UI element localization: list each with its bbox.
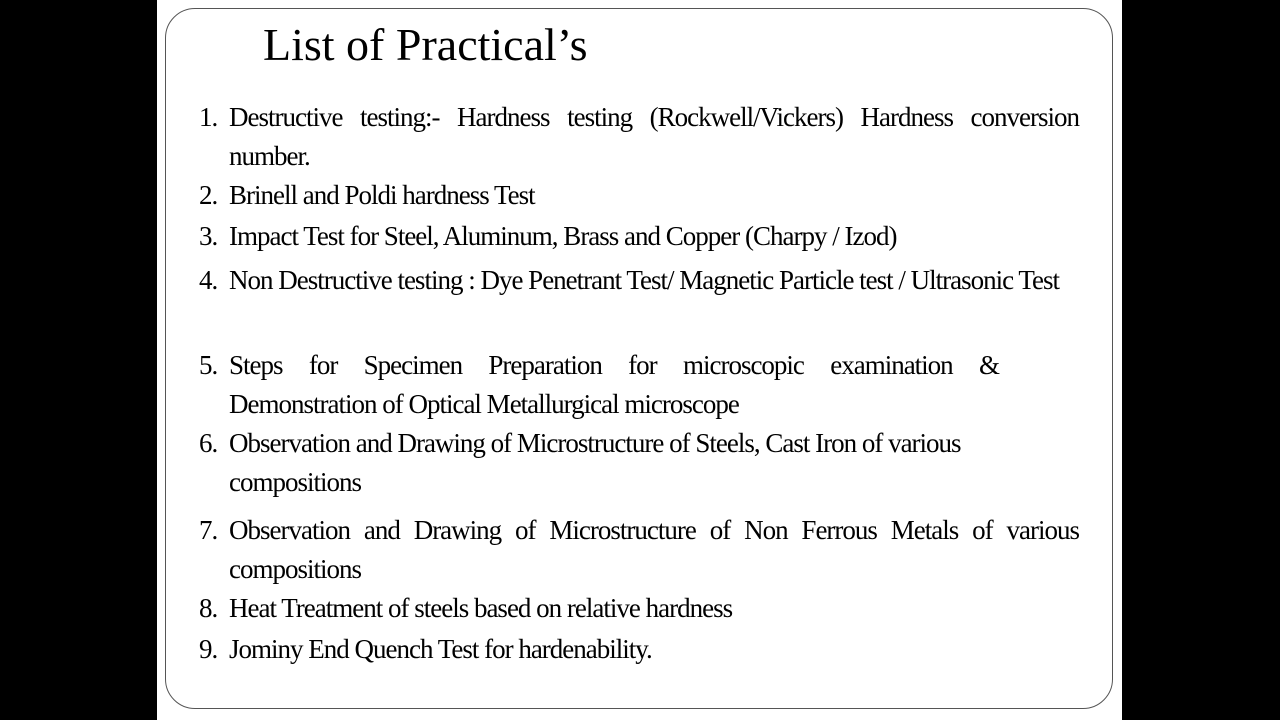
item-text: Steps for Specimen Preparation for microscopic examination & Demonstration of Optical Metallurgical microscope <box>229 350 999 419</box>
item-number: 6. <box>199 428 218 458</box>
item-text: Non Destructive testing : Dye Penetrant Test/ Magnetic Particle test / Ultrasonic Test <box>229 265 1060 295</box>
item-number: 7. <box>199 515 218 545</box>
list-item <box>199 511 1079 589</box>
item-text: Jominy End Quench Test for hardenability. <box>229 634 652 664</box>
list-item <box>199 346 999 424</box>
item-number: 4. <box>199 265 218 295</box>
list-item <box>199 424 999 502</box>
item-number: 3. <box>199 221 218 251</box>
item-number: 1. <box>199 102 218 132</box>
list-item <box>199 589 1079 628</box>
item-text: Brinell and Poldi hardness Test <box>229 180 535 210</box>
list-item <box>199 176 1079 215</box>
item-number: 8. <box>199 593 218 623</box>
item-number: 2. <box>199 180 218 210</box>
list-item <box>199 217 1079 256</box>
slide <box>157 0 1122 720</box>
item-text: Observation and Drawing of Microstructure of Non Ferrous Metals of various compositions <box>229 515 1079 584</box>
list-item <box>199 261 1079 300</box>
list-item <box>199 630 1079 669</box>
item-text: Destructive testing:- Hardness testing (Rockwell/Vickers) Hardness conversion number. <box>229 102 1079 171</box>
item-number: 9. <box>199 634 218 664</box>
item-text: Observation and Drawing of Microstructure of Steels, Cast Iron of various compositions <box>229 428 961 497</box>
item-text: Heat Treatment of steels based on relative hardness <box>229 593 733 623</box>
item-text: Impact Test for Steel, Aluminum, Brass and Copper (Charpy / Izod) <box>229 221 897 251</box>
slide-title: List of Practical’s <box>263 19 588 70</box>
list-item <box>199 98 1079 176</box>
item-number: 5. <box>199 350 218 380</box>
